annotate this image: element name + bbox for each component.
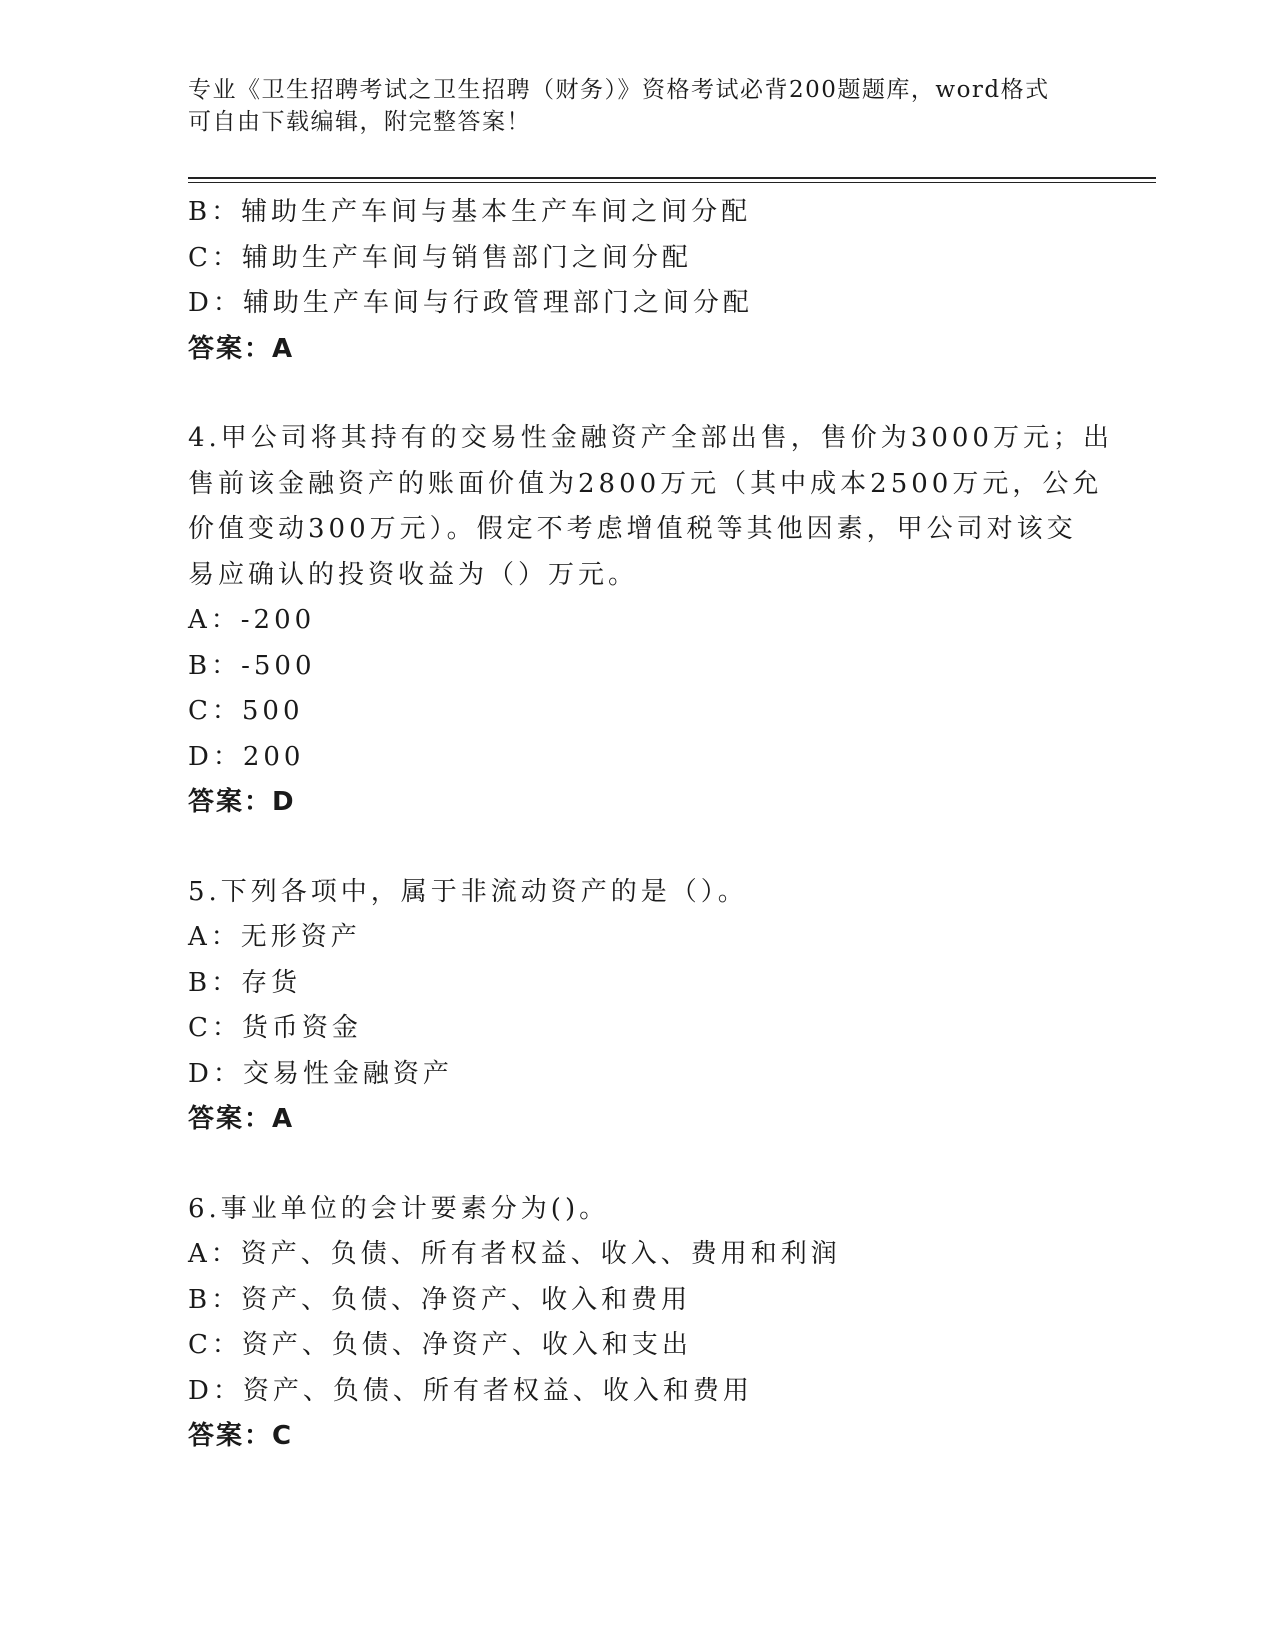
option-a: A：资产、负债、所有者权益、收入、费用和利润 — [188, 1239, 841, 1269]
question-text-line: 6.事业单位的会计要素分为()。 — [188, 1193, 610, 1224]
option-b: B：-500 — [188, 650, 316, 681]
question-spacer — [188, 372, 1088, 416]
header-divider-thick — [188, 177, 1156, 179]
question-text-line: 易应确认的投资收益为（）万元。 — [188, 559, 639, 590]
option-d: D：资产、负债、所有者权益、收入和费用 — [188, 1375, 753, 1406]
question-text-line: 价值变动300万元）。假定不考虑增值税等其他因素，甲公司对该交 — [188, 514, 1077, 544]
header-divider-thin — [188, 182, 1156, 183]
question-6 — [188, 1187, 1088, 1460]
question-4 — [188, 416, 1113, 826]
answer-line: 答案：A — [188, 333, 295, 364]
question-text-line: 5.下列各项中，属于非流动资产的是（）。 — [188, 876, 748, 907]
question-spacer — [188, 1143, 1088, 1187]
question-5 — [188, 870, 1088, 1143]
document-header — [188, 74, 1068, 138]
question-spacer — [188, 826, 1088, 870]
option-a: A：无形资产 — [188, 922, 361, 952]
question-text-line: 4.甲公司将其持有的交易性金融资产全部出售，售价为3000万元；出 — [188, 423, 1113, 453]
option-c: C：500 — [188, 696, 304, 726]
option-b: B：辅助生产车间与基本生产车间之间分配 — [188, 197, 752, 227]
option-d: D：200 — [188, 741, 305, 772]
answer-line: 答案：A — [188, 1104, 295, 1134]
header-title-line-2: 可自由下载编辑，附完整答案！ — [188, 109, 531, 135]
question-3-continued — [188, 190, 1088, 372]
option-b: B：资产、负债、净资产、收入和费用 — [188, 1284, 692, 1315]
option-a: A：-200 — [188, 605, 316, 635]
answer-line: 答案：C — [188, 1421, 294, 1451]
header-title-line-1: 专业《卫生招聘考试之卫生招聘（财务）》资格考试必背200题题库，word格式 — [188, 77, 1050, 103]
answer-line: 答案：D — [188, 787, 296, 817]
option-c: C：货币资金 — [188, 1013, 362, 1043]
option-d: D：交易性金融资产 — [188, 1058, 453, 1089]
option-c: C：辅助生产车间与销售部门之间分配 — [188, 242, 692, 273]
option-d: D：辅助生产车间与行政管理部门之间分配 — [188, 288, 753, 318]
option-c: C：资产、负债、净资产、收入和支出 — [188, 1330, 692, 1360]
question-list — [188, 190, 1113, 1460]
option-b: B：存货 — [188, 967, 302, 998]
question-text-line: 售前该金融资产的账面价值为2800万元（其中成本2500万元，公允 — [188, 468, 1103, 499]
